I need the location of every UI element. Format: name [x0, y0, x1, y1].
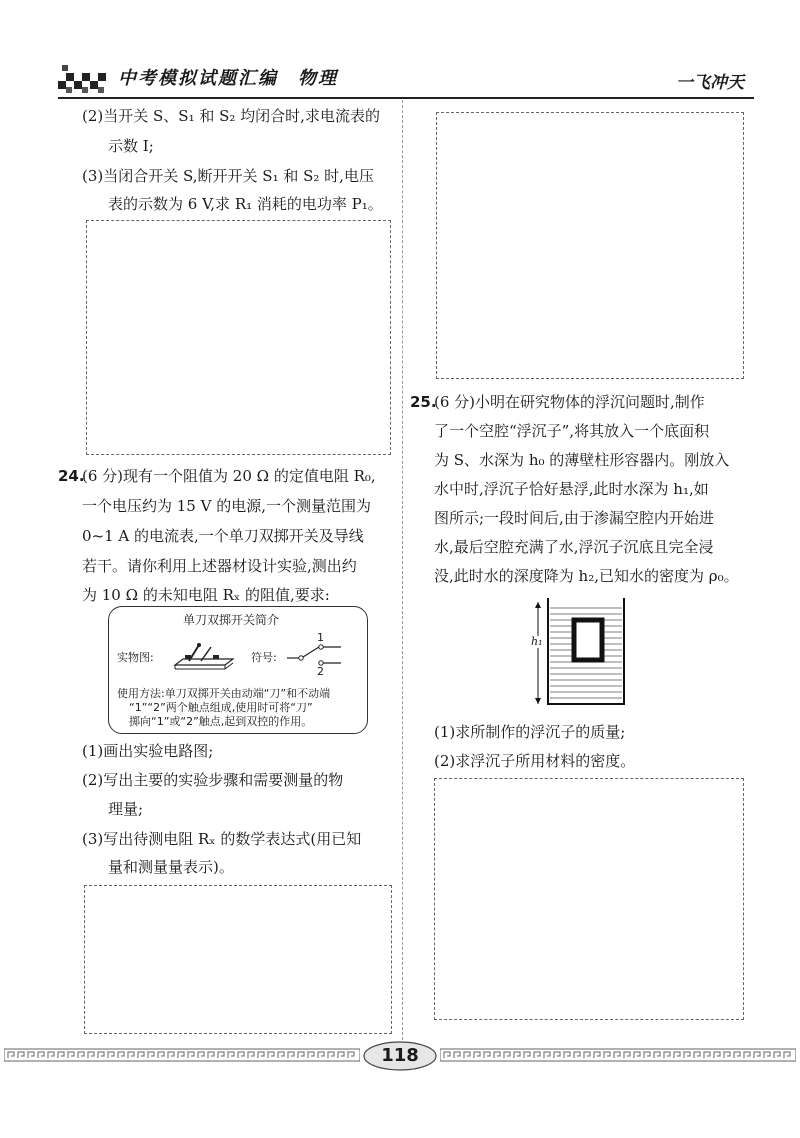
page-number: 118 [381, 1045, 419, 1066]
header-rule [58, 97, 754, 99]
q25-line-6: 水,最后空腔充满了水,浮沉子沉底且完全浸 [434, 538, 714, 556]
q25-line-4: 水中时,浮沉子恰好悬浮,此时水深为 h₁,如 [434, 480, 709, 498]
usage-line-2: “1”“2”两个触点组成,使用时可将“刀” [129, 701, 313, 714]
footer-pattern-left-icon [4, 1048, 360, 1062]
switch-real-object-icon [171, 641, 237, 673]
header-title: 中考模拟试题汇编 物理 [118, 68, 338, 89]
floating-diver-figure [528, 594, 632, 710]
header-brand: 一飞冲天 [676, 73, 744, 93]
q24-sub3-line1: (3)写出待测电阻 Rₓ 的数学表达式(用已知 [82, 830, 362, 848]
q24-line-2: 一个电压约为 15 V 的电源,一个测量范围为 [82, 497, 371, 515]
footer-pattern-right-icon [440, 1048, 796, 1062]
q24-number: 24. [58, 467, 85, 485]
q23-part3-line1: (3)当闭合开关 S,断开开关 S₁ 和 S₂ 时,电压 [82, 167, 374, 185]
usage-line-1: 使用方法:单刀双掷开关由动端“刀”和不动端 [117, 687, 331, 700]
usage-line-3: 掷向“1”或“2”触点,起到双控的作用。 [129, 715, 313, 728]
q24-sub2-line1: (2)写出主要的实验步骤和需要测量的物 [82, 771, 344, 789]
q24-sub2-line2: 理量; [108, 800, 144, 818]
symbol-pin-1: 1 [317, 631, 324, 644]
figure-h1-label: h₁ [531, 635, 543, 648]
symbol-label: 符号: [251, 651, 277, 664]
q25-line-7: 没,此时水的深度降为 h₂,已知水的密度为 ρ₀。 [434, 567, 739, 585]
q24-sub3-line2: 量和测量量表示)。 [108, 858, 234, 876]
q24-line-5: 为 10 Ω 的未知电阻 Rₓ 的阻值,要求: [82, 586, 330, 604]
q23-part3-line2: 表的示数为 6 V,求 R₁ 消耗的电功率 P₁。 [108, 195, 383, 213]
q25-answer-box[interactable] [434, 778, 744, 1020]
q24-line-4: 若干。请你利用上述器材设计实验,测出约 [82, 557, 357, 575]
q25-sub2: (2)求浮沉子所用材料的密度。 [434, 752, 636, 770]
real-object-label: 实物图: [117, 651, 154, 664]
header-logo-icon [58, 63, 114, 95]
q25-line-5: 图所示;一段时间后,由于渗漏空腔内开始进 [434, 509, 714, 527]
q23-answer-box-continued[interactable] [436, 112, 744, 379]
q24-sub1: (1)画出实验电路图; [82, 742, 214, 760]
switch-info-title: 单刀双掷开关简介 [183, 613, 280, 627]
q25-line-2: 了一个空腔“浮沉子”,将其放入一个底面积 [434, 422, 710, 440]
q24-answer-box[interactable] [84, 885, 392, 1034]
q25-sub1: (1)求所制作的浮沉子的质量; [434, 723, 626, 741]
q23-part2-line1: (2)当开关 S、S₁ 和 S₂ 均闭合时,求电流表的 [82, 107, 380, 125]
q25-line-1: (6 分)小明在研究物体的浮沉问题时,制作 [434, 393, 705, 411]
switch-symbol-icon [287, 641, 353, 669]
column-divider [402, 100, 403, 1040]
q24-line-3: 0~1 A 的电流表,一个单刀双掷开关及导线 [82, 527, 364, 545]
q25-number: 25. [410, 393, 437, 411]
q23-part2-line2: 示数 I; [108, 137, 154, 155]
q23-answer-box[interactable] [86, 220, 391, 455]
symbol-pin-2: 2 [317, 665, 324, 678]
q25-line-3: 为 S、水深为 h₀ 的薄壁柱形容器内。刚放入 [434, 451, 730, 469]
q24-line-1: (6 分)现有一个阻值为 20 Ω 的定值电阻 R₀, [82, 467, 376, 485]
switch-info-box [108, 606, 368, 734]
